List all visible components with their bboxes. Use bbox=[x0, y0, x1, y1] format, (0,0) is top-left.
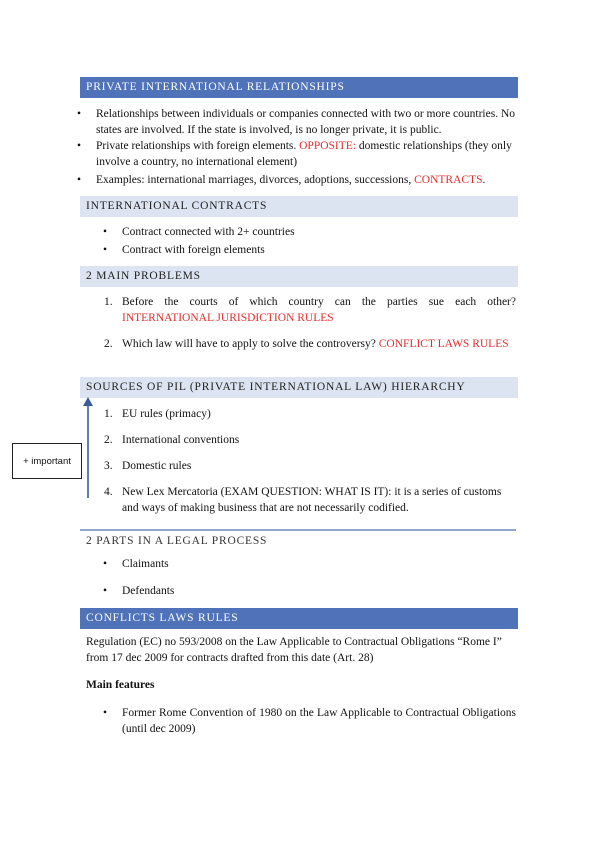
list-item bbox=[96, 172, 518, 188]
list-item: New Lex Mercatoria (EXAM QUESTION: WHAT IS IT): it is a series of customs and ways of making business that are not necessarily codified. bbox=[122, 486, 502, 514]
section-heading-sources-pil: SOURCES OF PIL (PRIVATE INTERNATIONAL LAW) HIERARCHY bbox=[80, 377, 518, 398]
section-heading-private-relationships: PRIVATE INTERNATIONAL RELATIONSHIPS bbox=[80, 77, 518, 98]
list-item bbox=[122, 242, 518, 258]
note-text: + important bbox=[23, 455, 71, 467]
important-note-box bbox=[12, 443, 82, 479]
bullet-text: Claimants bbox=[122, 558, 169, 570]
hierarchy-arrow bbox=[80, 396, 96, 500]
list-item: International conventions bbox=[122, 434, 240, 446]
list-item bbox=[122, 556, 518, 572]
list-item bbox=[96, 138, 518, 170]
bullet-text: Former Rome Convention of 1980 on the Law Applicable to Contractual Obligations (until dec 2009) bbox=[122, 707, 516, 735]
bullet-text: . bbox=[482, 174, 486, 186]
bullet-text: Private relationships with foreign elements. bbox=[96, 140, 300, 152]
list-number: 3. bbox=[104, 460, 113, 472]
regulation-paragraph: Regulation (EC) no 593/2008 on the Law Applicable to Contractual Obligations “Rome I” from 17 dec 2009 for contracts drafted from this date (Art. 28) bbox=[86, 636, 502, 664]
highlight-text: CONTRACTS bbox=[414, 174, 483, 186]
item-text: Which law will have to apply to solve the controversy? bbox=[122, 338, 379, 350]
bullet-text: Contract with foreign elements bbox=[122, 244, 265, 256]
bullet-text: domestic relationships (they only involve a country, no international element) bbox=[96, 140, 512, 168]
section-heading-main-problems: 2 MAIN PROBLEMS bbox=[80, 266, 518, 287]
list-item: EU rules (primacy) bbox=[122, 408, 211, 420]
highlight-text: OPPOSITE: bbox=[299, 140, 356, 152]
item-text: Before the courts of which country can the parties sue each other? bbox=[122, 296, 516, 308]
section-heading-legal-process: 2 PARTS IN A LEGAL PROCESS bbox=[86, 535, 268, 547]
bullet-text: Examples: international marriages, divorces, adoptions, successions, bbox=[96, 174, 415, 186]
list-item bbox=[122, 224, 518, 240]
bullet-text: Relationships between individuals or companies connected with two or more countries. No states are involved. If the state is involved, is no longer private, it is public. bbox=[96, 108, 516, 136]
list-item bbox=[96, 106, 518, 138]
section-heading-international-contracts: INTERNATIONAL CONTRACTS bbox=[80, 196, 518, 217]
highlight-text: INTERNATIONAL JURISDICTION RULES bbox=[122, 312, 334, 324]
list-number: 2. bbox=[104, 338, 113, 350]
list-item bbox=[122, 583, 518, 599]
section-heading-conflicts-laws: CONFLICTS LAWS RULES bbox=[80, 608, 518, 629]
subheading-main-features: Main features bbox=[86, 679, 155, 691]
bullet-text: Defendants bbox=[122, 585, 175, 597]
list-item: Domestic rules bbox=[122, 460, 192, 472]
list-number: 4. bbox=[104, 486, 113, 498]
highlight-text: CONFLICT LAWS RULES bbox=[378, 338, 509, 350]
list-number: 2. bbox=[104, 434, 113, 446]
list-number: 1. bbox=[104, 408, 113, 420]
list-item bbox=[122, 336, 516, 352]
bullet-text: Contract connected with 2+ countries bbox=[122, 226, 295, 238]
section-divider bbox=[80, 529, 516, 531]
list-item bbox=[122, 705, 516, 737]
list-item bbox=[122, 294, 516, 326]
list-number: 1. bbox=[104, 296, 113, 308]
